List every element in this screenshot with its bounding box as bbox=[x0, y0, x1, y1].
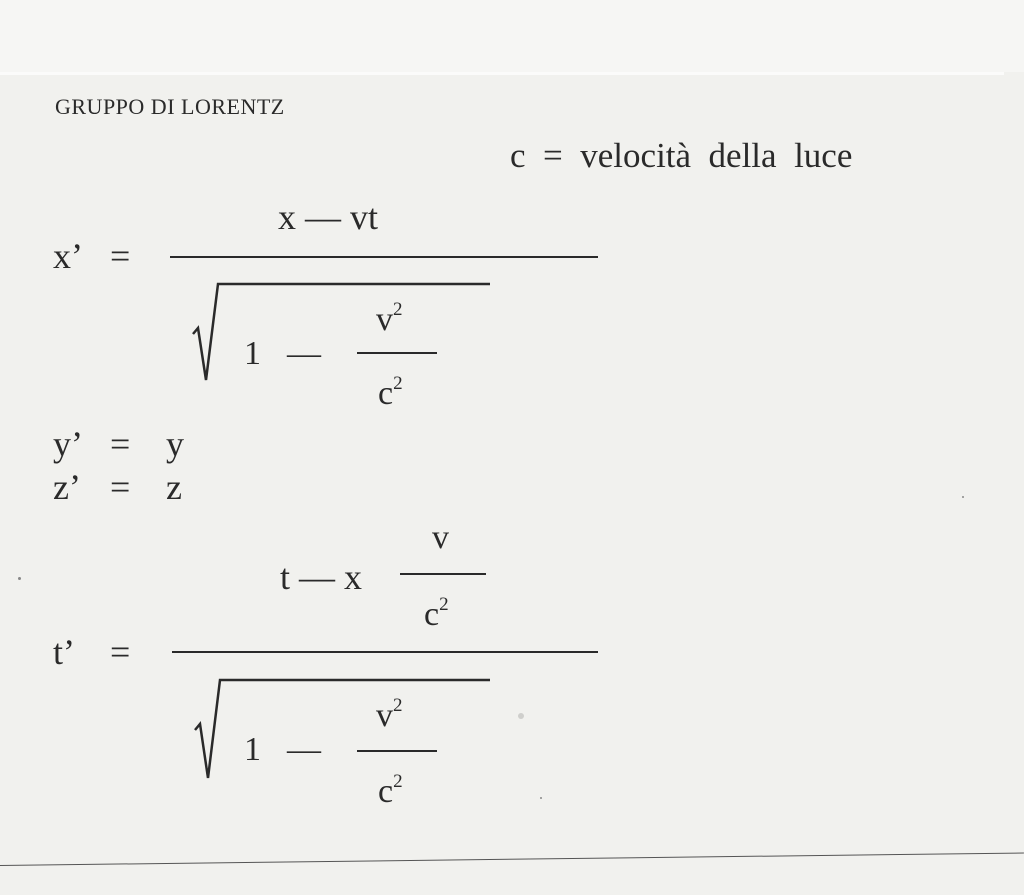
lhs-x-prime: x’ bbox=[53, 236, 83, 276]
radical-frac-numerator-t bbox=[376, 696, 403, 733]
fraction-bar-t bbox=[172, 651, 598, 653]
var-v: v bbox=[376, 697, 393, 734]
page-top-margin bbox=[0, 0, 1024, 72]
var-v: v bbox=[376, 301, 393, 338]
radical-sign-t bbox=[192, 672, 492, 782]
radical-one-t: 1 bbox=[244, 731, 261, 768]
exponent: 2 bbox=[393, 299, 403, 320]
var-c: c bbox=[424, 596, 440, 633]
scan-speck bbox=[540, 797, 542, 799]
page-title: GRUPPO DI LORENTZ bbox=[55, 94, 285, 119]
equals-sign: = bbox=[110, 467, 131, 507]
rhs-z: z bbox=[166, 467, 182, 507]
lhs-z-prime: z’ bbox=[53, 467, 81, 507]
var-c: c bbox=[378, 773, 394, 810]
numerator-frac-bar-t bbox=[400, 573, 486, 575]
radical-one-x: 1 bbox=[244, 335, 261, 372]
fraction-bar-x bbox=[170, 256, 598, 258]
exponent: 2 bbox=[393, 771, 403, 792]
radical-frac-bar-x bbox=[357, 352, 437, 354]
radical-frac-denominator-x bbox=[378, 374, 403, 411]
numerator-frac-denominator-t bbox=[424, 595, 449, 632]
numerator-x: x — vt bbox=[278, 197, 379, 237]
radical-minus-x: — bbox=[287, 335, 321, 372]
radical-minus-t: — bbox=[287, 731, 321, 768]
exponent: 2 bbox=[393, 695, 403, 716]
var-c: c bbox=[378, 375, 394, 412]
numerator-frac-v: v bbox=[432, 519, 449, 556]
lhs-y-prime: y’ bbox=[53, 424, 83, 464]
exponent: 2 bbox=[439, 594, 449, 615]
lhs-t-prime: t’ bbox=[53, 632, 75, 672]
radical-sign-x bbox=[190, 276, 490, 386]
numerator-t: t — x bbox=[280, 557, 363, 597]
rhs-y: y bbox=[166, 424, 184, 464]
speed-of-light-note: c = velocità della luce bbox=[510, 136, 853, 175]
exponent: 2 bbox=[393, 373, 403, 394]
scan-speck bbox=[518, 713, 524, 719]
page-bottom-edge bbox=[0, 852, 1024, 866]
scan-speck bbox=[18, 577, 21, 580]
page-top-edge bbox=[0, 72, 1004, 75]
equals-sign: = bbox=[110, 236, 131, 276]
radical-frac-numerator-x bbox=[376, 300, 403, 337]
radical-frac-bar-t bbox=[357, 750, 437, 752]
scan-speck bbox=[962, 496, 964, 498]
radical-frac-denominator-t bbox=[378, 772, 403, 809]
equals-sign: = bbox=[110, 632, 131, 672]
equals-sign: = bbox=[110, 424, 131, 464]
